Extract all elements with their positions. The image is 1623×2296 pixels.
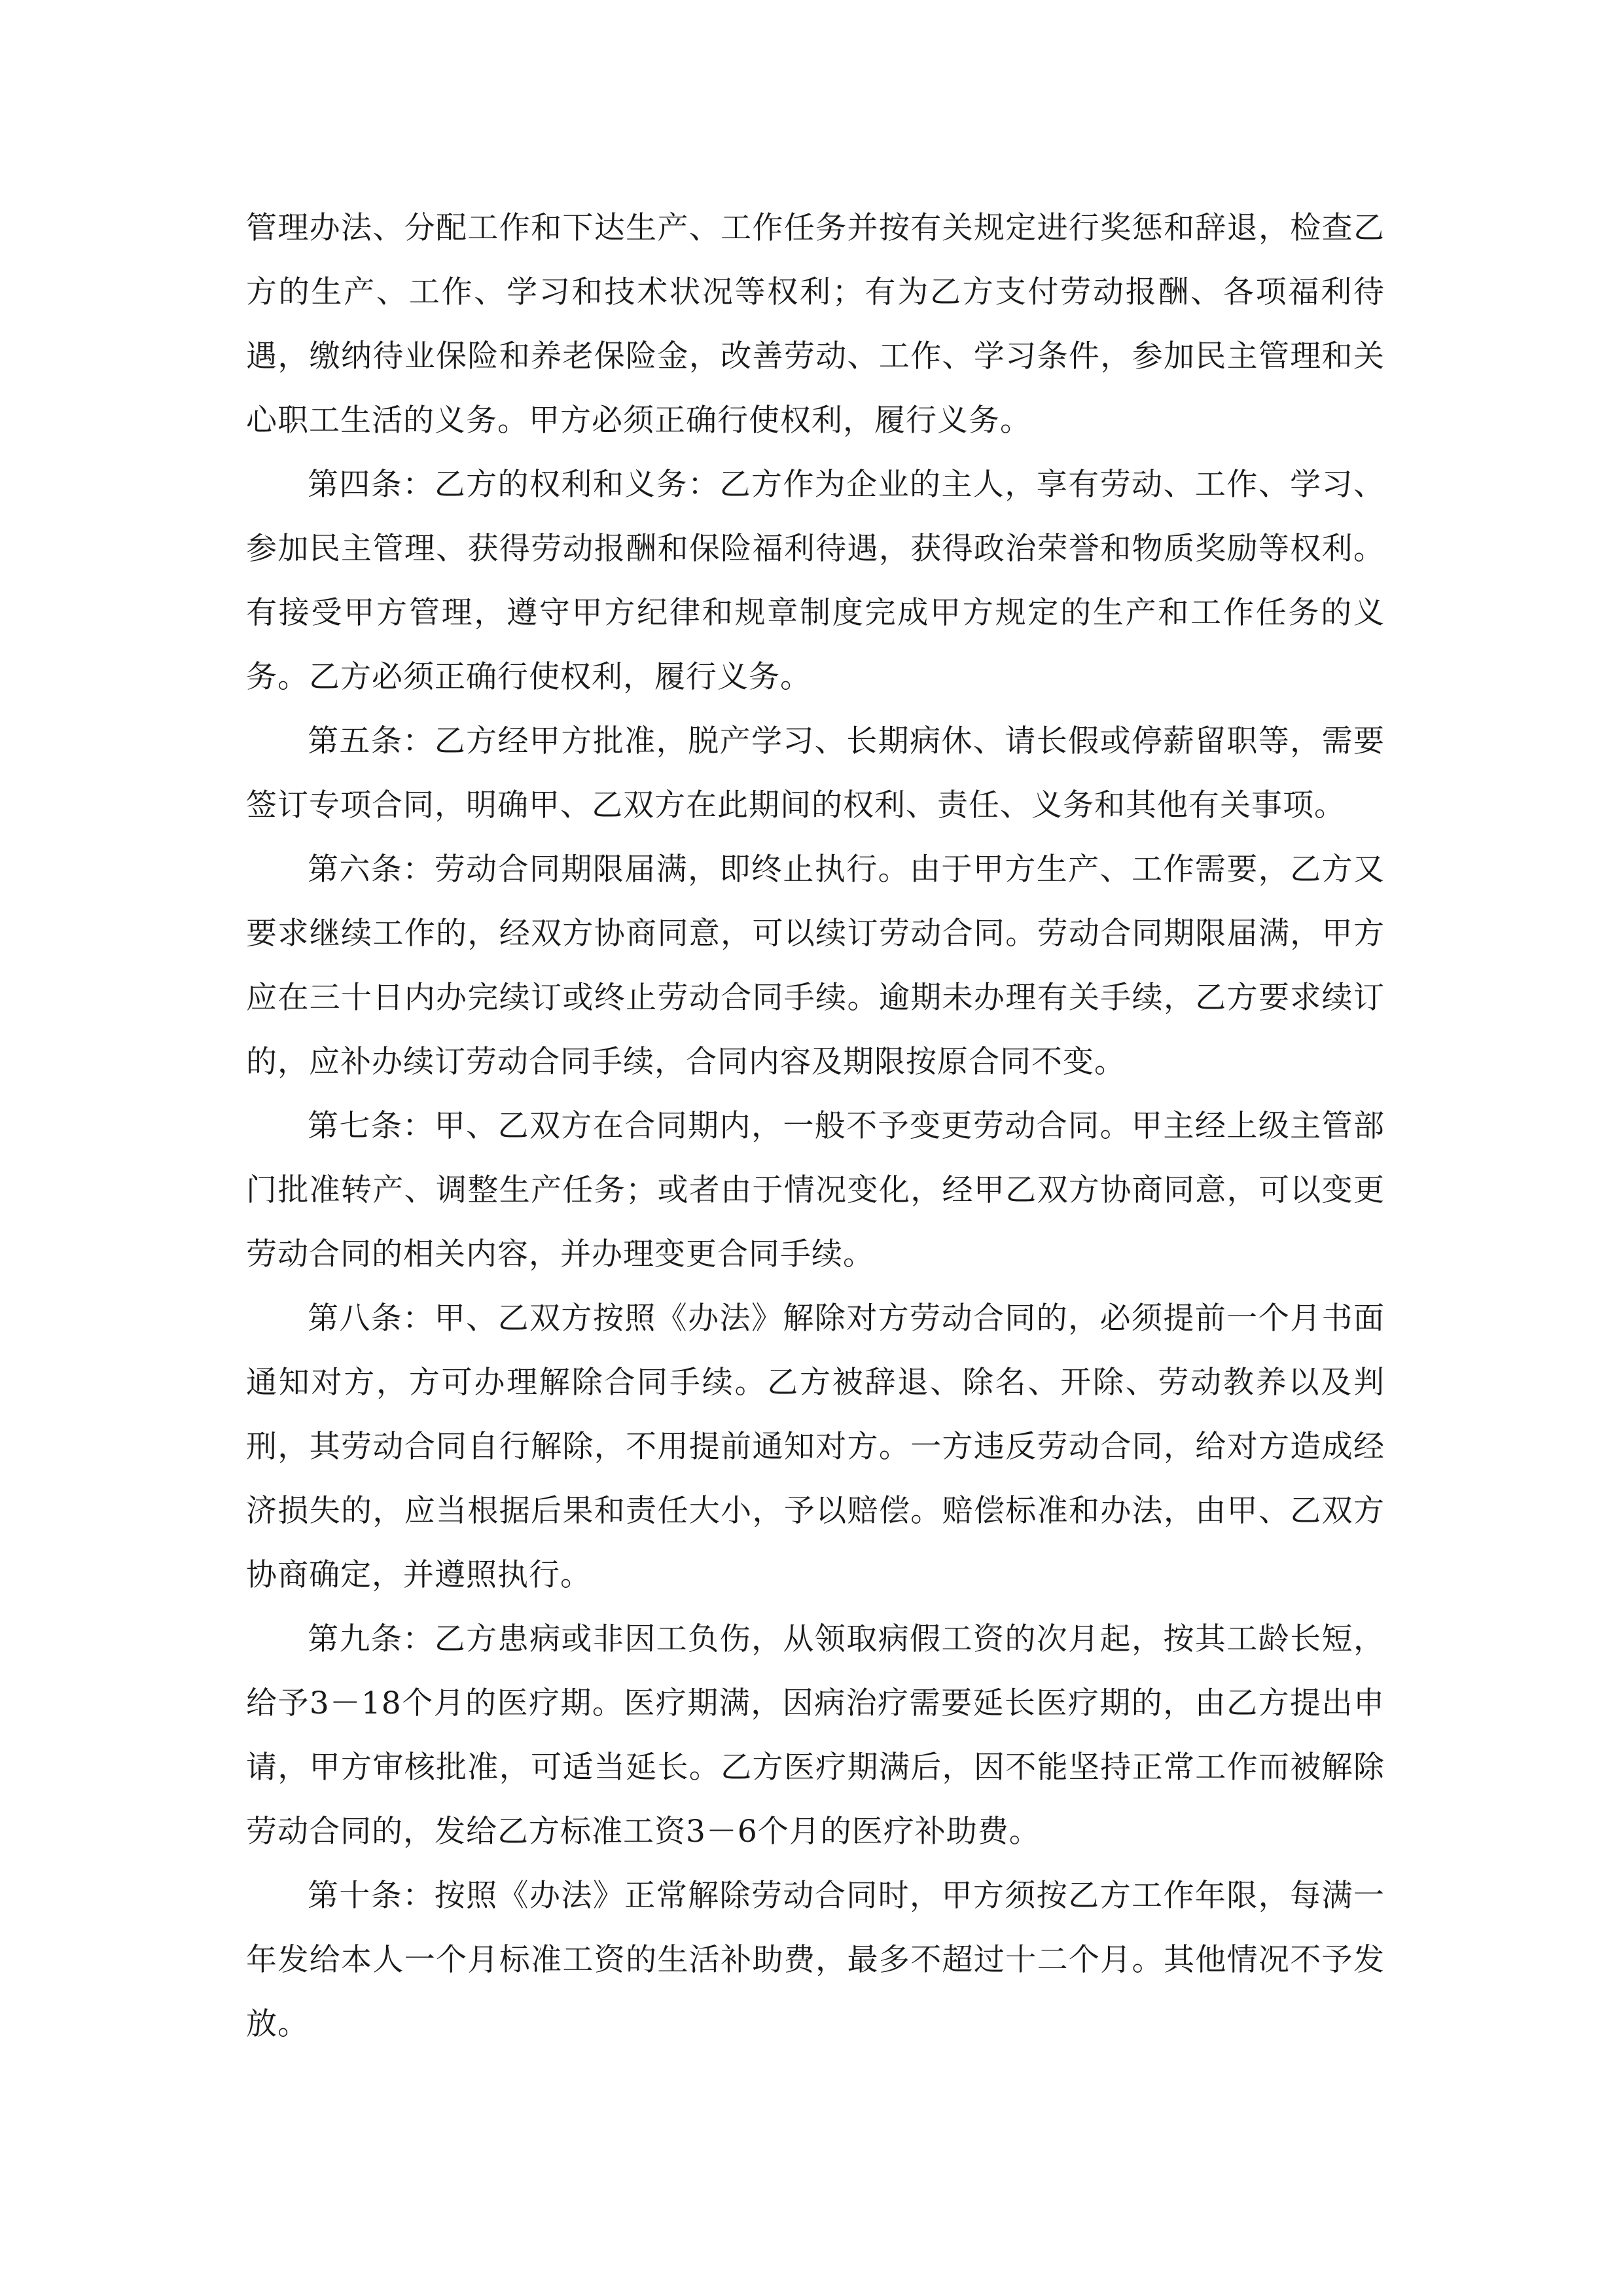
article-6: 第六条：劳动合同期限届满，即终止执行。由于甲方生产、工作需要，乙方又要求继续工作的，经双方协商同意，可以续订劳动合同。劳动合同期限届满，甲方应在三十日内办完续订或终止劳动合同手续。逾期未办理有关手续，乙方要求续订的，应补办续订劳动合同手续，合同内容及期限按原合同不变。	[246, 852, 1385, 1080]
article-8: 第八条：甲、乙双方按照《办法》解除对方劳动合同的，必须提前一个月书面通知对方，方可办理解除合同手续。乙方被辞退、除名、开除、劳动教养以及判刑，其劳动合同自行解除，不用提前通知对方。一方违反劳动合同，给对方造成经济损失的，应当根据后果和责任大小，予以赔偿。赔偿标准和办法，由甲、乙双方协商确定，并遵照执行。	[246, 1300, 1385, 1593]
article-7: 第七条：甲、乙双方在合同期内，一般不予变更劳动合同。甲主经上级主管部门批准转产、调整生产任务；或者由于情况变化，经甲乙双方协商同意，可以变更劳动合同的相关内容，并办理变更合同手续。	[246, 1108, 1385, 1272]
paragraph-continued: 管理办法、分配工作和下达生产、工作任务并按有关规定进行奖惩和辞退，检查乙方的生产、工作、学习和技术状况等权利；有为乙方支付劳动报酬、各项福利待遇，缴纳待业保险和养老保险金，改善劳动、工作、学习条件，参加民主管理和关心职工生活的义务。甲方必须正确行使权利，履行义务。	[246, 210, 1385, 439]
article-9: 第九条：乙方患病或非因工负伤，从领取病假工资的次月起，按其工龄长短，给予3－18个月的医疗期。医疗期满，因病治疗需要延长医疗期的，由乙方提出申请，甲方审核批准，可适当延长。乙方医疗期满后，因不能坚持正常工作而被解除劳动合同的，发给乙方标准工资3－6个月的医疗补助费。	[246, 1621, 1385, 1850]
article-5: 第五条：乙方经甲方批准，脱产学习、长期病休、请长假或停薪留职等，需要签订专项合同，明确甲、乙双方在此期间的权利、责任、义务和其他有关事项。	[246, 723, 1385, 823]
article-10: 第十条：按照《办法》正常解除劳动合同时，甲方须按乙方工作年限，每满一年发给本人一个月标准工资的生活补助费，最多不超过十二个月。其他情况不予发放。	[246, 1878, 1385, 2042]
contract-body	[246, 196, 1385, 2056]
article-4: 第四条：乙方的权利和义务：乙方作为企业的主人，享有劳动、工作、学习、参加民主管理、获得劳动报酬和保险福利待遇，获得政治荣誉和物质奖励等权利。有接受甲方管理，遵守甲方纪律和规章制度完成甲方规定的生产和工作任务的义务。乙方必须正确行使权利，履行义务。	[246, 467, 1385, 695]
